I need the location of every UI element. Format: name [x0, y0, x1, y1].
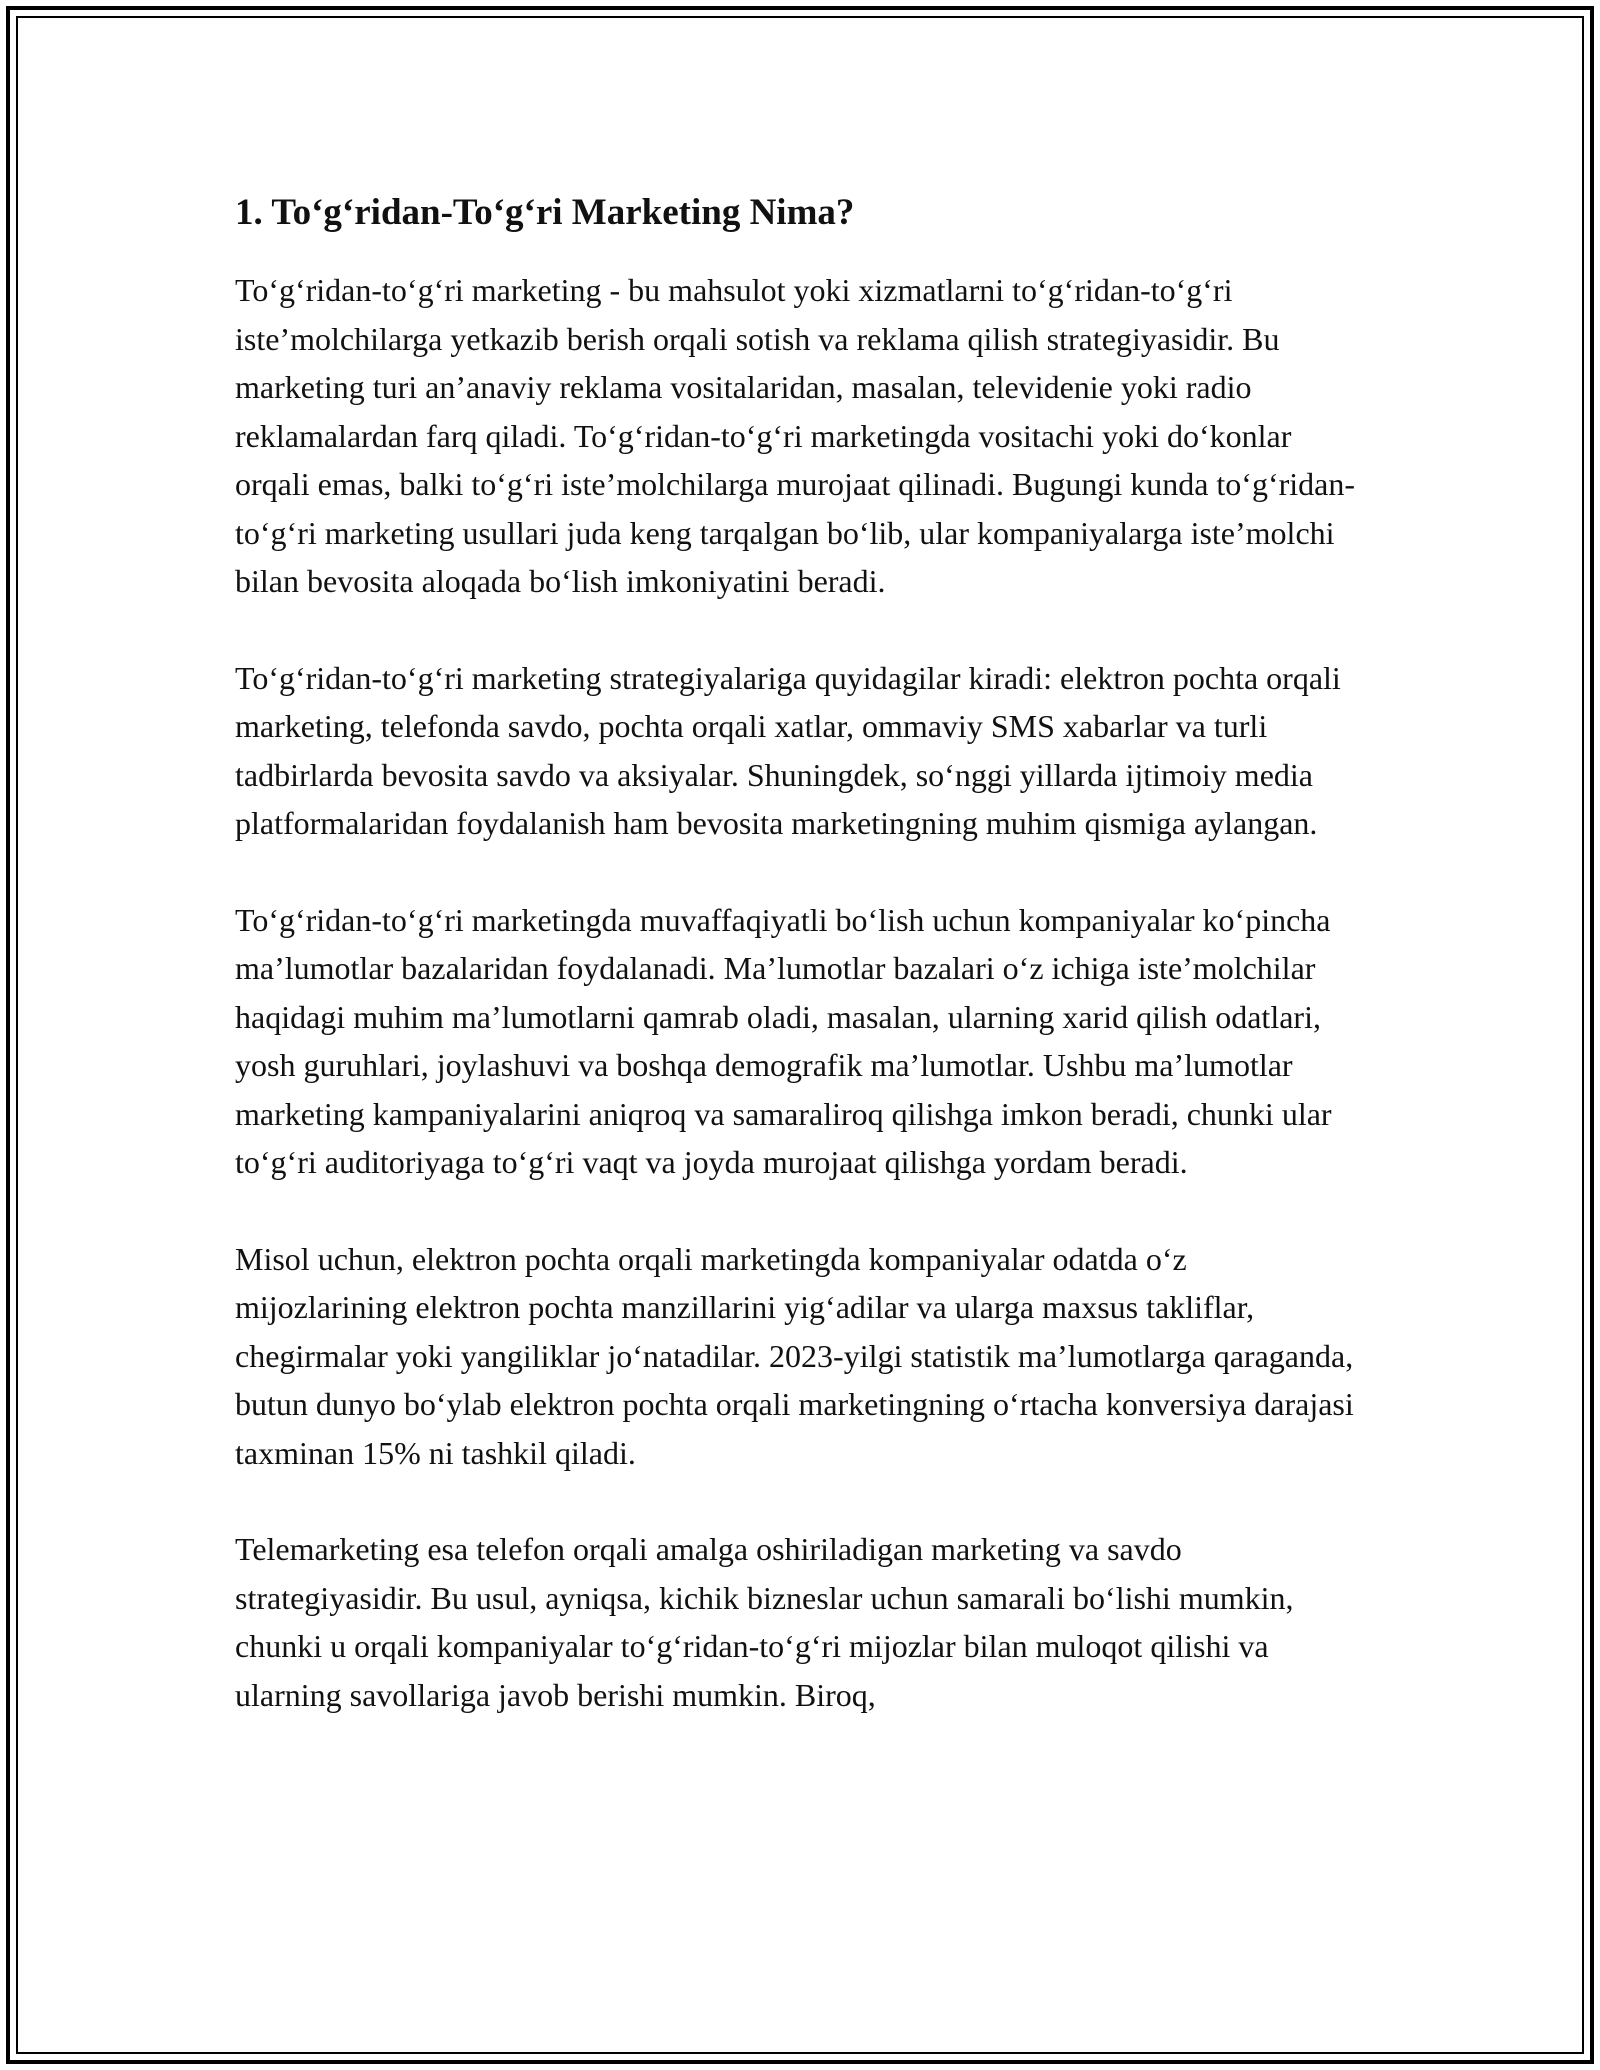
paragraph-telemarketing: Telemarketing esa telefon orqali amalga oshiriladigan marketing va savdo strategiyasidir. Bu usul, ayniqsa, kichik bizneslar uchun samarali bo‘lishi mumkin, chunki u orqali kompaniyalar to‘g‘ridan-to‘g‘ri mijozlar bilan muloqot qilishi va ularning savollariga javob berishi mumkin. Biroq,	[235, 1531, 1294, 1713]
paragraph-email-example: Misol uchun, elektron pochta orqali marketingda kompaniyalar odatda o‘z mijozlarining elektron pochta manzillarini yig‘adilar va ularga maxsus takliflar, chegirmalar yoki yangiliklar jo‘natadilar. 2023-yilgi statistik ma’lumotlarga qaraganda, butun dunyo bo‘ylab elektron pochta orqali marketingning o‘rtacha konversiya darajasi taxminan 15% ni tashkil qiladi.	[235, 1240, 1354, 1471]
document-body	[235, 186, 1365, 1719]
paragraph-definition: To‘g‘ridan-to‘g‘ri marketing - bu mahsulot yoki xizmatlarni to‘g‘ridan-to‘g‘ri iste’molchilarga yetkazib berish orqali sotish va reklama qilish strategiyasidir. Bu marketing turi an’anaviy reklama vositalaridan, masalan, televidenie yoki radio reklamalardan farq qiladi. To‘g‘ridan-to‘g‘ri marketingda vositachi yoki do‘konlar orqali emas, balki to‘g‘ri iste’molchilarga murojaat qilinadi. Bugungi kunda to‘g‘ridan-to‘g‘ri marketing usullari juda keng tarqalgan bo‘lib, ular kompaniyalarga iste’molchi bilan bevosita aloqada bo‘lish imkoniyatini beradi.	[235, 272, 1356, 599]
paragraph-databases: To‘g‘ridan-to‘g‘ri marketingda muvaffaqiyatli bo‘lish uchun kompaniyalar ko‘pincha ma’lumotlar bazalaridan foydalanadi. Ma’lumotlar bazalari o‘z ichiga iste’molchilar haqidagi muhim ma’lumotlarni qamrab oladi, masalan, ularning xarid qilish odatlari, yosh guruhlari, joylashuvi va boshqa demografik ma’lumotlar. Ushbu ma’lumotlar marketing kampaniyalarini aniqroq va samaraliroq qilishga imkon beradi, chunki ular to‘g‘ri auditoriyaga to‘g‘ri vaqt va joyda murojaat qilishga yordam beradi.	[235, 901, 1332, 1180]
section-heading: 1. To‘g‘ridan-To‘g‘ri Marketing Nima?	[235, 192, 855, 233]
paragraph-strategies: To‘g‘ridan-to‘g‘ri marketing strategiyalariga quyidagilar kiradi: elektron pochta orqali marketing, telefonda savdo, pochta orqali xatlar, ommaviy SMS xabarlar va turli tadbirlarda bevosita savdo va aksiyalar. Shuningdek, so‘nggi yillarda ijtimoiy media platformalaridan foydalanish ham bevosita marketingning muhim qismiga aylangan.	[235, 659, 1341, 841]
